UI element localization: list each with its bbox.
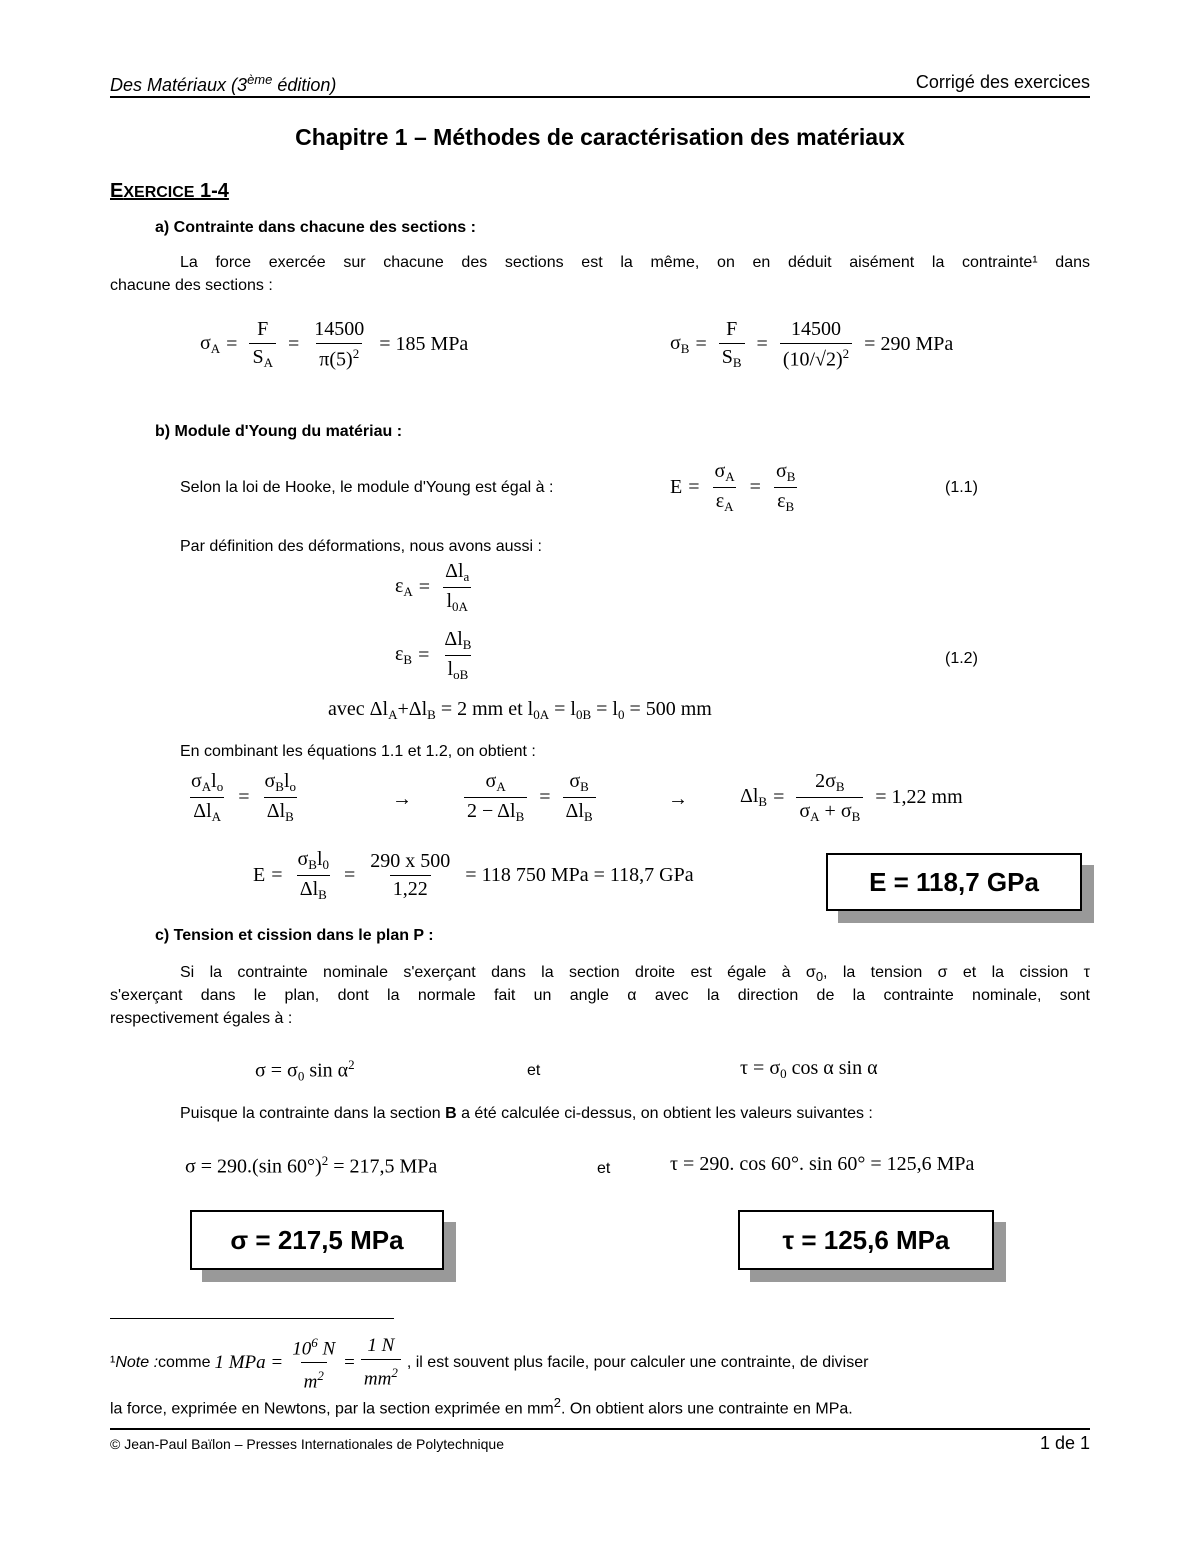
result-box-sigma: σ = 217,5 MPa — [190, 1210, 444, 1270]
result-box-tau: τ = 125,6 MPa — [738, 1210, 994, 1270]
footnote-line1: ¹ Note : comme 1 MPa = $\frac{10^6 N}{m^2}$ = $\frac{1 N}{mm^2}$ , il est souvent plus facile, pour calculer une contrainte, de diviser — [110, 1335, 869, 1393]
part-b-heading: b) Module d'Young du matériau : — [155, 423, 403, 440]
page-title: Chapitre 1 – Méthodes de caractérisation des matériaux — [295, 124, 905, 150]
et-label-1: et — [527, 1062, 541, 1079]
part-a-heading: a) Contrainte dans chacune des sections : — [155, 219, 476, 236]
equation-young: E = $\frac{\sigma_A}{\varepsilon_A}$ = $\frac{\sigma_B}{\varepsilon_B}$ — [670, 460, 796, 514]
equation-tau-general: $\tau = \sigma_0$ cos α sin α — [740, 1057, 878, 1081]
part-c-heading: c) Tension et cission dans le plan P : — [155, 927, 434, 944]
hooke-text: Selon la loi de Hooke, le module d'Young est égal à : — [180, 479, 554, 496]
equation-tau-value: τ = 290. cos 60°. sin 60° = 125,6 MPa — [670, 1153, 975, 1175]
equation-label-1-1: (1.1) — [945, 479, 978, 496]
equation-avec: avec $\Delta l_A+\Delta l_B = 2$ mm et $l_{0A} = l_{0B} = l_0 = 500$ mm — [328, 698, 712, 722]
footer-copyright: © Jean-Paul Baïlon – Presses Internationales de Polytechnique — [110, 1436, 505, 1452]
equation-sigma-general: $\sigma = \sigma_0$ $\sin \alpha^2$ — [255, 1057, 355, 1084]
footer-page-number: 1 de 1 — [1039, 1433, 1090, 1453]
equation-label-1-2: (1.2) — [945, 650, 978, 667]
footnote-line2: la force, exprimée en Newtons, par la section exprimée en $mm^2$. On obtient alors une contrainte en MPa. — [110, 1395, 853, 1418]
puisque-text: Puisque la contrainte dans la section B a été calculée ci-dessus, on obtient les valeurs suivantes : — [180, 1105, 873, 1122]
result-box-E: E = 118,7 GPa — [826, 853, 1082, 911]
combination-2: $\frac{\sigma_A}{2 - \Delta l_B}$ = $\frac{\sigma_B}{\Delta l_B}$ — [458, 770, 602, 825]
part-c-line2: s'exerçant dans le plan, dont la normale fait un angle α avec la direction de la contrainte nominale, sont — [110, 987, 1090, 1004]
header-right: Corrigé des exercices — [915, 72, 1090, 92]
footnote-rule — [110, 1318, 394, 1319]
part-a-line2: chacune des sections : — [110, 277, 273, 294]
equation-eps-b: $\varepsilon_B$ = $\frac{\Delta l_B}{l_{oB}}$ — [395, 628, 472, 682]
part-a-line1: La force exercée sur chacune des sections est la même, on en déduit aisément la contrainte¹ dans — [180, 254, 1090, 271]
equation-sigma-a: $\sigma_A$ = $\frac{F}{S_A}$ = $\frac{14500}{\pi(5)^2}$ = 185 MPa — [200, 318, 469, 371]
equation-sigma-b: $\sigma_B$ = $\frac{F}{S_B}$ = $\frac{14500}{(10/√2)^2}$ = 290 MPa — [670, 318, 954, 371]
header-rule — [110, 96, 1090, 98]
definition-text: Par définition des déformations, nous avons aussi : — [180, 538, 542, 555]
combination-1: $\frac{\sigma_Al_o}{\Delta l_A}$ = $\frac{\sigma_Bl_o}{\Delta l_B}$ — [191, 770, 297, 824]
arrow-2: → — [668, 788, 688, 810]
combination-3: $\Delta l_B$ = $\frac{2\sigma_B}{\sigma_A + \sigma_B}$ = 1,22 mm — [740, 770, 963, 824]
exercise-heading: EXERCICE 1-4 — [110, 180, 229, 202]
footer-rule — [110, 1428, 1090, 1430]
et-label-2: et — [597, 1160, 611, 1177]
equation-E-result: E = $\frac{\sigma_Bl_0}{\Delta l_B}$ = $\frac{290 x 500}{1,22}$ = 118 750 MPa = 118,7 GPa — [253, 848, 694, 902]
equation-sigma-value: σ = 290.(sin 60°)$^2$ = 217,5 MPa — [185, 1153, 438, 1178]
combine-text: En combinant les équations 1.1 et 1.2, on obtient : — [180, 743, 536, 760]
part-c-line3: respectivement égales à : — [110, 1010, 293, 1027]
equation-eps-a: $\varepsilon_A$ = $\frac{\Delta l_a}{l_{0A}}$ — [395, 560, 470, 614]
header-left: Des Matériaux (3ème édition) — [110, 72, 337, 95]
part-c-line1: Si la contrainte nominale s'exerçant dans la section droite est égale à $\sigma_0$, la tension σ et la cission τ — [180, 964, 1090, 984]
arrow-1: → — [392, 788, 412, 810]
